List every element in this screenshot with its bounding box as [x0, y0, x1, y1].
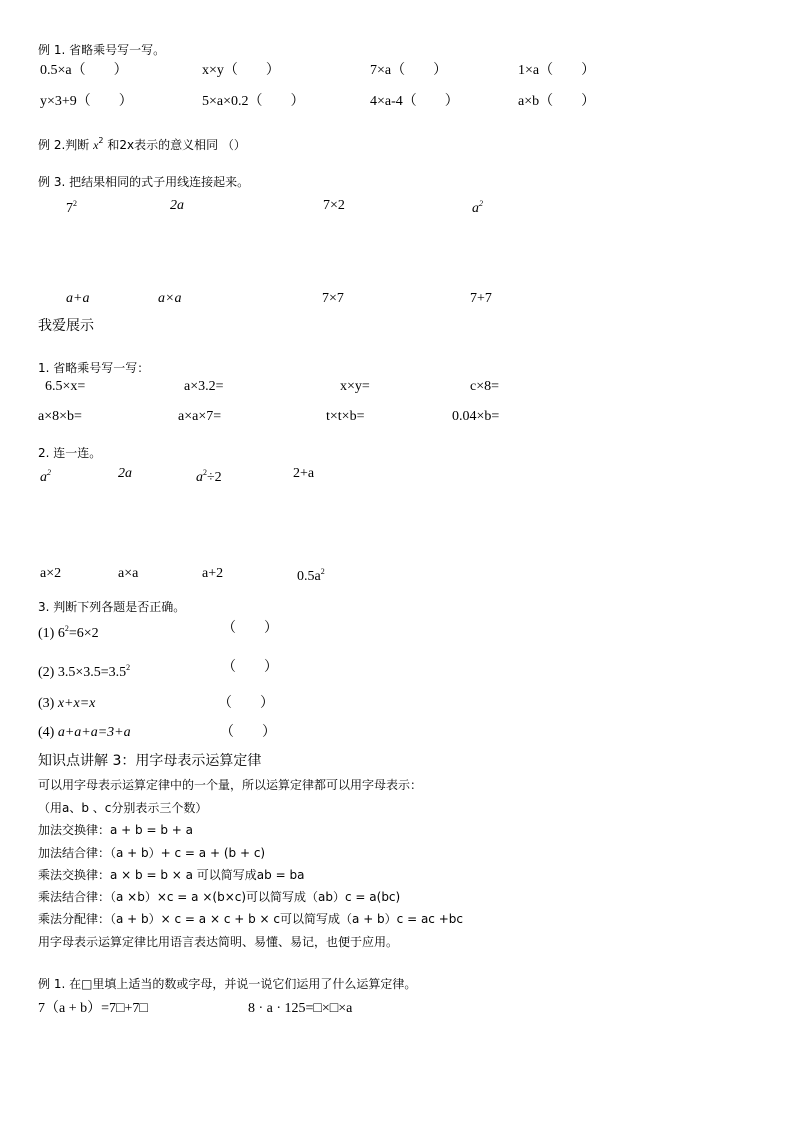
q1-item-6: a×a×7=: [178, 409, 222, 424]
example-1-item-4: 1×a（ ）: [518, 63, 596, 78]
example-3-title: 例 3. 把结果相同的式子用线连接起来。: [38, 175, 250, 189]
kp3-line-7: 乘法分配律：（a + b）× c = a × c + b × c可以简写成（a + b）c = ac +bc: [38, 912, 463, 926]
q3-paren-4[interactable]: （ ）: [220, 725, 276, 740]
q2-title: 2. 连一连。: [38, 446, 102, 460]
example-1-item-3: 7×a（ ）: [370, 63, 448, 78]
kp3-line-5: 乘法交换律：a × b = b × a 可以简写成ab = ba: [38, 868, 305, 882]
q1-item-8: 0.04×b=: [452, 409, 500, 424]
q2-top-4: 2+a: [293, 466, 315, 481]
example-3-bottom-3: 7×7: [322, 291, 344, 306]
q3-paren-1[interactable]: （ ）: [222, 621, 278, 636]
q2-bottom-4: $0.5a^2$: [297, 567, 325, 584]
example-2-before: 例 2.判断: [38, 138, 90, 152]
example-1-item-8: a×b（ ）: [518, 94, 596, 109]
show-heading: 我爱展示: [38, 318, 94, 334]
example-1-item-7: 4×a-4（ ）: [370, 94, 459, 109]
kp3-line-8: 用字母表示运算定律比用语言表达简明、易懂、易记，也便于应用。: [38, 935, 399, 949]
q3-paren-3[interactable]: （ ）: [218, 696, 274, 711]
example-2-after: 和2x表示的意义相同 （）: [107, 138, 246, 152]
example-1-item-2: x×y（ ）: [202, 63, 280, 78]
kp3-line-6: 乘法结合律：（a ×b）×c = a ×(b×c)可以简写成（ab）c = a(bc): [38, 890, 401, 904]
kp3-line-4: 加法结合律：（a + b）+ c = a + (b + c): [38, 846, 266, 860]
example-1b-right: 8 · a · 125=□×□×a: [248, 1001, 353, 1016]
example-3-top-3: 7×2: [323, 198, 345, 213]
q2-top-1: $a^2$: [40, 468, 51, 485]
q3-paren-2[interactable]: （ ）: [222, 660, 278, 675]
q1-title: 1. 省略乘号写一写：: [38, 361, 150, 375]
example-1b-left: 7（a + b）=7□+7□: [38, 1001, 148, 1016]
q2-top-2: 2a: [118, 466, 132, 481]
q2-bottom-2: a×a: [118, 566, 139, 581]
q1-item-4: c×8=: [470, 379, 500, 394]
q1-item-2: a×3.2=: [184, 379, 224, 394]
example-3-bottom-1: a+a: [66, 291, 90, 306]
example-1-item-1: 0.5×a（ ）: [40, 63, 128, 78]
q1-item-7: t×t×b=: [326, 409, 365, 424]
q3-title: 3. 判断下列各题是否正确。: [38, 600, 186, 614]
example-1-title: 例 1. 省略乘号写一写。: [38, 43, 166, 57]
example-1b-title: 例 1. 在□里填上适当的数或字母，并说一说它们运用了什么运算定律。: [38, 977, 417, 991]
example-1-item-5: y×3+9（ ）: [40, 94, 133, 109]
example-3-top-1: $7^2$: [66, 199, 77, 216]
q2-bottom-1: a×2: [40, 566, 62, 581]
q1-item-3: x×y=: [340, 379, 370, 394]
q2-bottom-3: a+2: [202, 566, 224, 581]
q3-item-1: (1) $6^2=6\times 2$: [38, 624, 99, 641]
example-3-top-2: 2a: [170, 198, 184, 213]
example-3-bottom-2: a×a: [158, 291, 182, 306]
example-1-item-6: 5×a×0.2（ ）: [202, 94, 305, 109]
kp3-heading: 知识点讲解 3：用字母表示运算定律: [38, 753, 262, 769]
q1-item-1: 6.5×x=: [45, 379, 86, 394]
example-2: [38, 133, 246, 153]
kp3-line-2: （用a、b 、c分别表示三个数）: [38, 801, 208, 815]
example-2-x: x: [93, 138, 99, 152]
q3-item-4: (4) a+a+a=3+a: [38, 725, 131, 740]
q3-item-2: (2) $3.5\times 3.5=3.5^2$: [38, 663, 131, 680]
kp3-line-1: 可以用字母表示运算定律中的一个量，所以运算定律都可以用字母表示：: [38, 778, 423, 792]
example-2-exponent: 2: [98, 136, 104, 145]
q2-top-3: $a^2\div 2$: [196, 468, 222, 485]
example-3-top-4: $a^2$: [472, 199, 483, 216]
kp3-line-3: 加法交换律：a + b = b + a: [38, 823, 193, 837]
q3-item-3: (3) x+x=x: [38, 696, 96, 711]
q1-item-5: a×8×b=: [38, 409, 82, 424]
example-3-bottom-4: 7+7: [470, 291, 492, 306]
